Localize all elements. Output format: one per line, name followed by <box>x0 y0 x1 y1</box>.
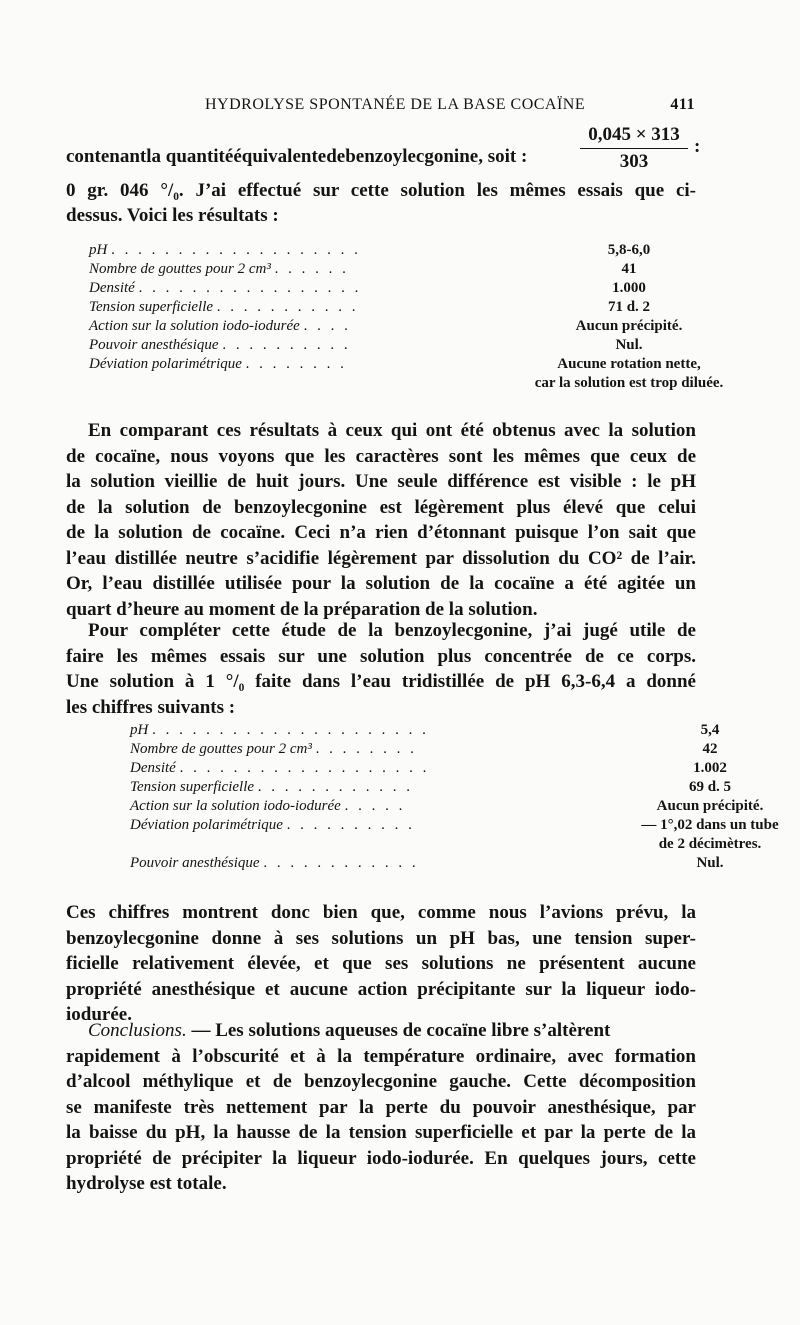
row-label: Action sur la solution iodo-iodurée <box>130 798 341 814</box>
paragraph-line: la solution vieillie de huit jours. Une seule différence est visible : le pH <box>66 471 696 492</box>
row-value: 1.000 <box>612 280 646 296</box>
table-row <box>89 318 739 337</box>
paragraph-line: Une solution à 1 °/₀ faite dans l’eau tridistillée de pH 6,3-6,4 a donné <box>66 671 696 692</box>
row-label: pH <box>89 242 108 258</box>
table-row <box>130 779 780 798</box>
page-number: 411 <box>670 96 695 113</box>
row-label-wrap <box>89 299 359 316</box>
row-value: de 2 décimètres. <box>658 836 762 852</box>
row-label-wrap <box>89 318 351 335</box>
row-label-wrap <box>130 855 419 872</box>
row-leader-dots: . . . . . . . . <box>245 356 347 372</box>
paragraph-line: faire les mêmes essais sur une solution plus concentrée de ce corps. <box>66 645 696 667</box>
row-leader-dots: . . . . . . . . . . . <box>216 299 359 315</box>
paragraph-line: iodurée. <box>66 1004 132 1025</box>
table-row <box>130 817 780 836</box>
row-value: car la solution est trop diluée. <box>534 375 724 391</box>
paragraph-line: de cocaïne, nous voyons que les caractères sont les mêmes que ceux de <box>66 445 696 467</box>
row-value: 71 d. 2 <box>607 299 651 315</box>
row-value: Aucune rotation nette, <box>557 356 701 372</box>
row-value: 69 d. 5 <box>688 779 732 795</box>
row-leader-dots: . . . . . <box>344 798 406 814</box>
row-label: Nombre de gouttes pour 2 cm³ <box>130 741 312 757</box>
row-value: Nul. <box>696 855 724 871</box>
table-row <box>89 356 739 375</box>
table-row <box>89 242 739 261</box>
row-label: Pouvoir anesthésique <box>130 855 260 871</box>
row-label-wrap <box>130 760 429 777</box>
table-row <box>130 836 780 855</box>
row-label: Déviation polarimétrique <box>89 356 242 372</box>
table-row <box>89 261 739 280</box>
row-leader-dots: . . . . <box>303 318 351 334</box>
paragraph-line: se manifeste très nettement par la perte du pouvoir anesthésique, par <box>66 1096 696 1118</box>
row-value: Nul. <box>615 337 643 353</box>
row-value: 41 <box>621 261 637 277</box>
row-leader-dots: . . . . . . . . . . <box>286 817 415 833</box>
paragraph-line: l’eau distillée neutre s’acidifie légèrement par dissolution du CO² de l’air. <box>66 547 696 569</box>
paragraph-line: hydrolyse est totale. <box>66 1173 227 1194</box>
row-label-wrap <box>89 280 361 297</box>
paragraph-line: rapidement à l’obscurité et à la température ordinaire, avec formation <box>66 1045 696 1067</box>
table-row <box>89 280 739 299</box>
row-label-wrap <box>89 356 347 373</box>
paragraph-line: quart d’heure au moment de la préparation de la solution. <box>66 598 538 620</box>
row-leader-dots: . . . . . . <box>274 261 349 277</box>
row-value: 42 <box>702 741 718 757</box>
row-leader-dots: . . . . . . . . . . <box>222 337 351 353</box>
conclusions-first-rest: — Les solutions aqueuses de cocaïne libre s’altèrent <box>186 1020 611 1041</box>
intro-line-3: dessus. Voici les résultats : <box>66 205 279 226</box>
row-leader-dots: . . . . . . . . . . . . . . . . . <box>138 280 362 296</box>
table-row <box>130 798 780 817</box>
table-row <box>130 760 780 779</box>
row-label: Déviation polarimétrique <box>130 817 283 833</box>
row-label-wrap <box>89 337 351 354</box>
fraction-colon: : <box>694 136 701 157</box>
row-label: Action sur la solution iodo-iodurée <box>89 318 300 334</box>
paragraph-line: d’alcool méthylique et de benzoylecgonine gauche. Cette décomposition <box>66 1071 696 1092</box>
conclusions-heading: Conclusions. <box>88 1020 187 1041</box>
row-label-wrap <box>89 261 349 278</box>
row-label-wrap <box>130 798 405 815</box>
row-label-wrap <box>130 817 415 834</box>
row-leader-dots: . . . . . . . . . . . . . . . . . . . <box>111 242 361 258</box>
table-row <box>130 722 780 741</box>
paragraph-line <box>88 1020 696 1042</box>
row-label: Tension superficielle <box>130 779 255 795</box>
fraction-denominator: 303 <box>619 151 649 172</box>
paragraph-line: ficielle relativement élevée, et que ses solutions ne présentent aucune <box>66 953 696 974</box>
row-value: — 1°,02 dans un tube <box>641 817 779 833</box>
row-label: Densité <box>89 280 135 296</box>
row-leader-dots: . . . . . . . . . . . . . . . . . . . . . <box>152 722 429 738</box>
row-label: Densité <box>130 760 176 776</box>
table-row <box>130 855 780 874</box>
row-value: 1.002 <box>693 760 727 776</box>
row-label-wrap <box>130 779 413 796</box>
paragraph-line: Ces chiffres montrent donc bien que, comme nous l’avions prévu, la <box>66 902 696 923</box>
row-value: 5,8-6,0 <box>607 242 651 258</box>
paragraph-line: Pour compléter cette étude de la benzoylecgonine, j’ai jugé utile de <box>88 620 696 641</box>
table-row <box>89 375 739 394</box>
table-row <box>130 741 780 760</box>
row-label-wrap <box>130 741 417 758</box>
paragraph-line: propriété de précipiter la liqueur iodo-iodurée. En quelques jours, cette <box>66 1147 696 1169</box>
paragraph-line: de la solution de benzoylecgonine est légèrement plus élevé que celui <box>66 496 696 518</box>
table-row <box>89 299 739 318</box>
row-value: Aucun précipité. <box>575 318 683 334</box>
row-label: Pouvoir anesthésique <box>89 337 219 353</box>
row-label-wrap <box>130 722 429 739</box>
paragraph-line: propriété anesthésique et aucune action précipitante sur la liqueur iodo- <box>66 978 696 1000</box>
row-label: pH <box>130 722 149 738</box>
intro-line-1: contenantla quantitééquivalentedebenzoylecgonine, soit : <box>66 146 528 167</box>
row-leader-dots: . . . . . . . . . . . . . . . . . . . <box>179 760 430 776</box>
row-leader-dots: . . . . . . . . . . . . <box>257 779 414 795</box>
paragraph-line: En comparant ces résultats à ceux qui ont été obtenus avec la solution <box>88 420 696 441</box>
paragraph-line: les chiffres suivants : <box>66 696 236 718</box>
paragraph-line: la baisse du pH, la hausse de la tension superficielle et par la perte de la <box>66 1122 696 1143</box>
intro-line-2: 0 gr. 046 °/₀. J’ai effectué sur cette solution les mêmes essais que ci- <box>66 180 696 201</box>
paragraph-line: benzoylecgonine donne à ses solutions un pH bas, une tension super- <box>66 927 696 949</box>
paragraph-line: de la solution de cocaïne. Ceci n’a rien d’étonnant puisque l’on sait que <box>66 522 696 543</box>
row-value: 5,4 <box>700 722 720 738</box>
row-label: Nombre de gouttes pour 2 cm³ <box>89 261 271 277</box>
row-label-wrap <box>89 242 361 259</box>
running-title: HYDROLYSE SPONTANÉE DE LA BASE COCAÏNE <box>205 96 586 113</box>
row-value: Aucun précipité. <box>656 798 764 814</box>
row-label: Tension superficielle <box>89 299 214 315</box>
fraction <box>580 124 688 173</box>
paragraph-line: Or, l’eau distillée utilisée pour la solution de la cocaïne a été agitée un <box>66 573 696 594</box>
table-row <box>89 337 739 356</box>
fraction-numerator: 0,045 × 313 <box>580 124 688 149</box>
row-leader-dots: . . . . . . . . . . . . <box>263 855 419 871</box>
row-leader-dots: . . . . . . . . <box>315 741 417 757</box>
